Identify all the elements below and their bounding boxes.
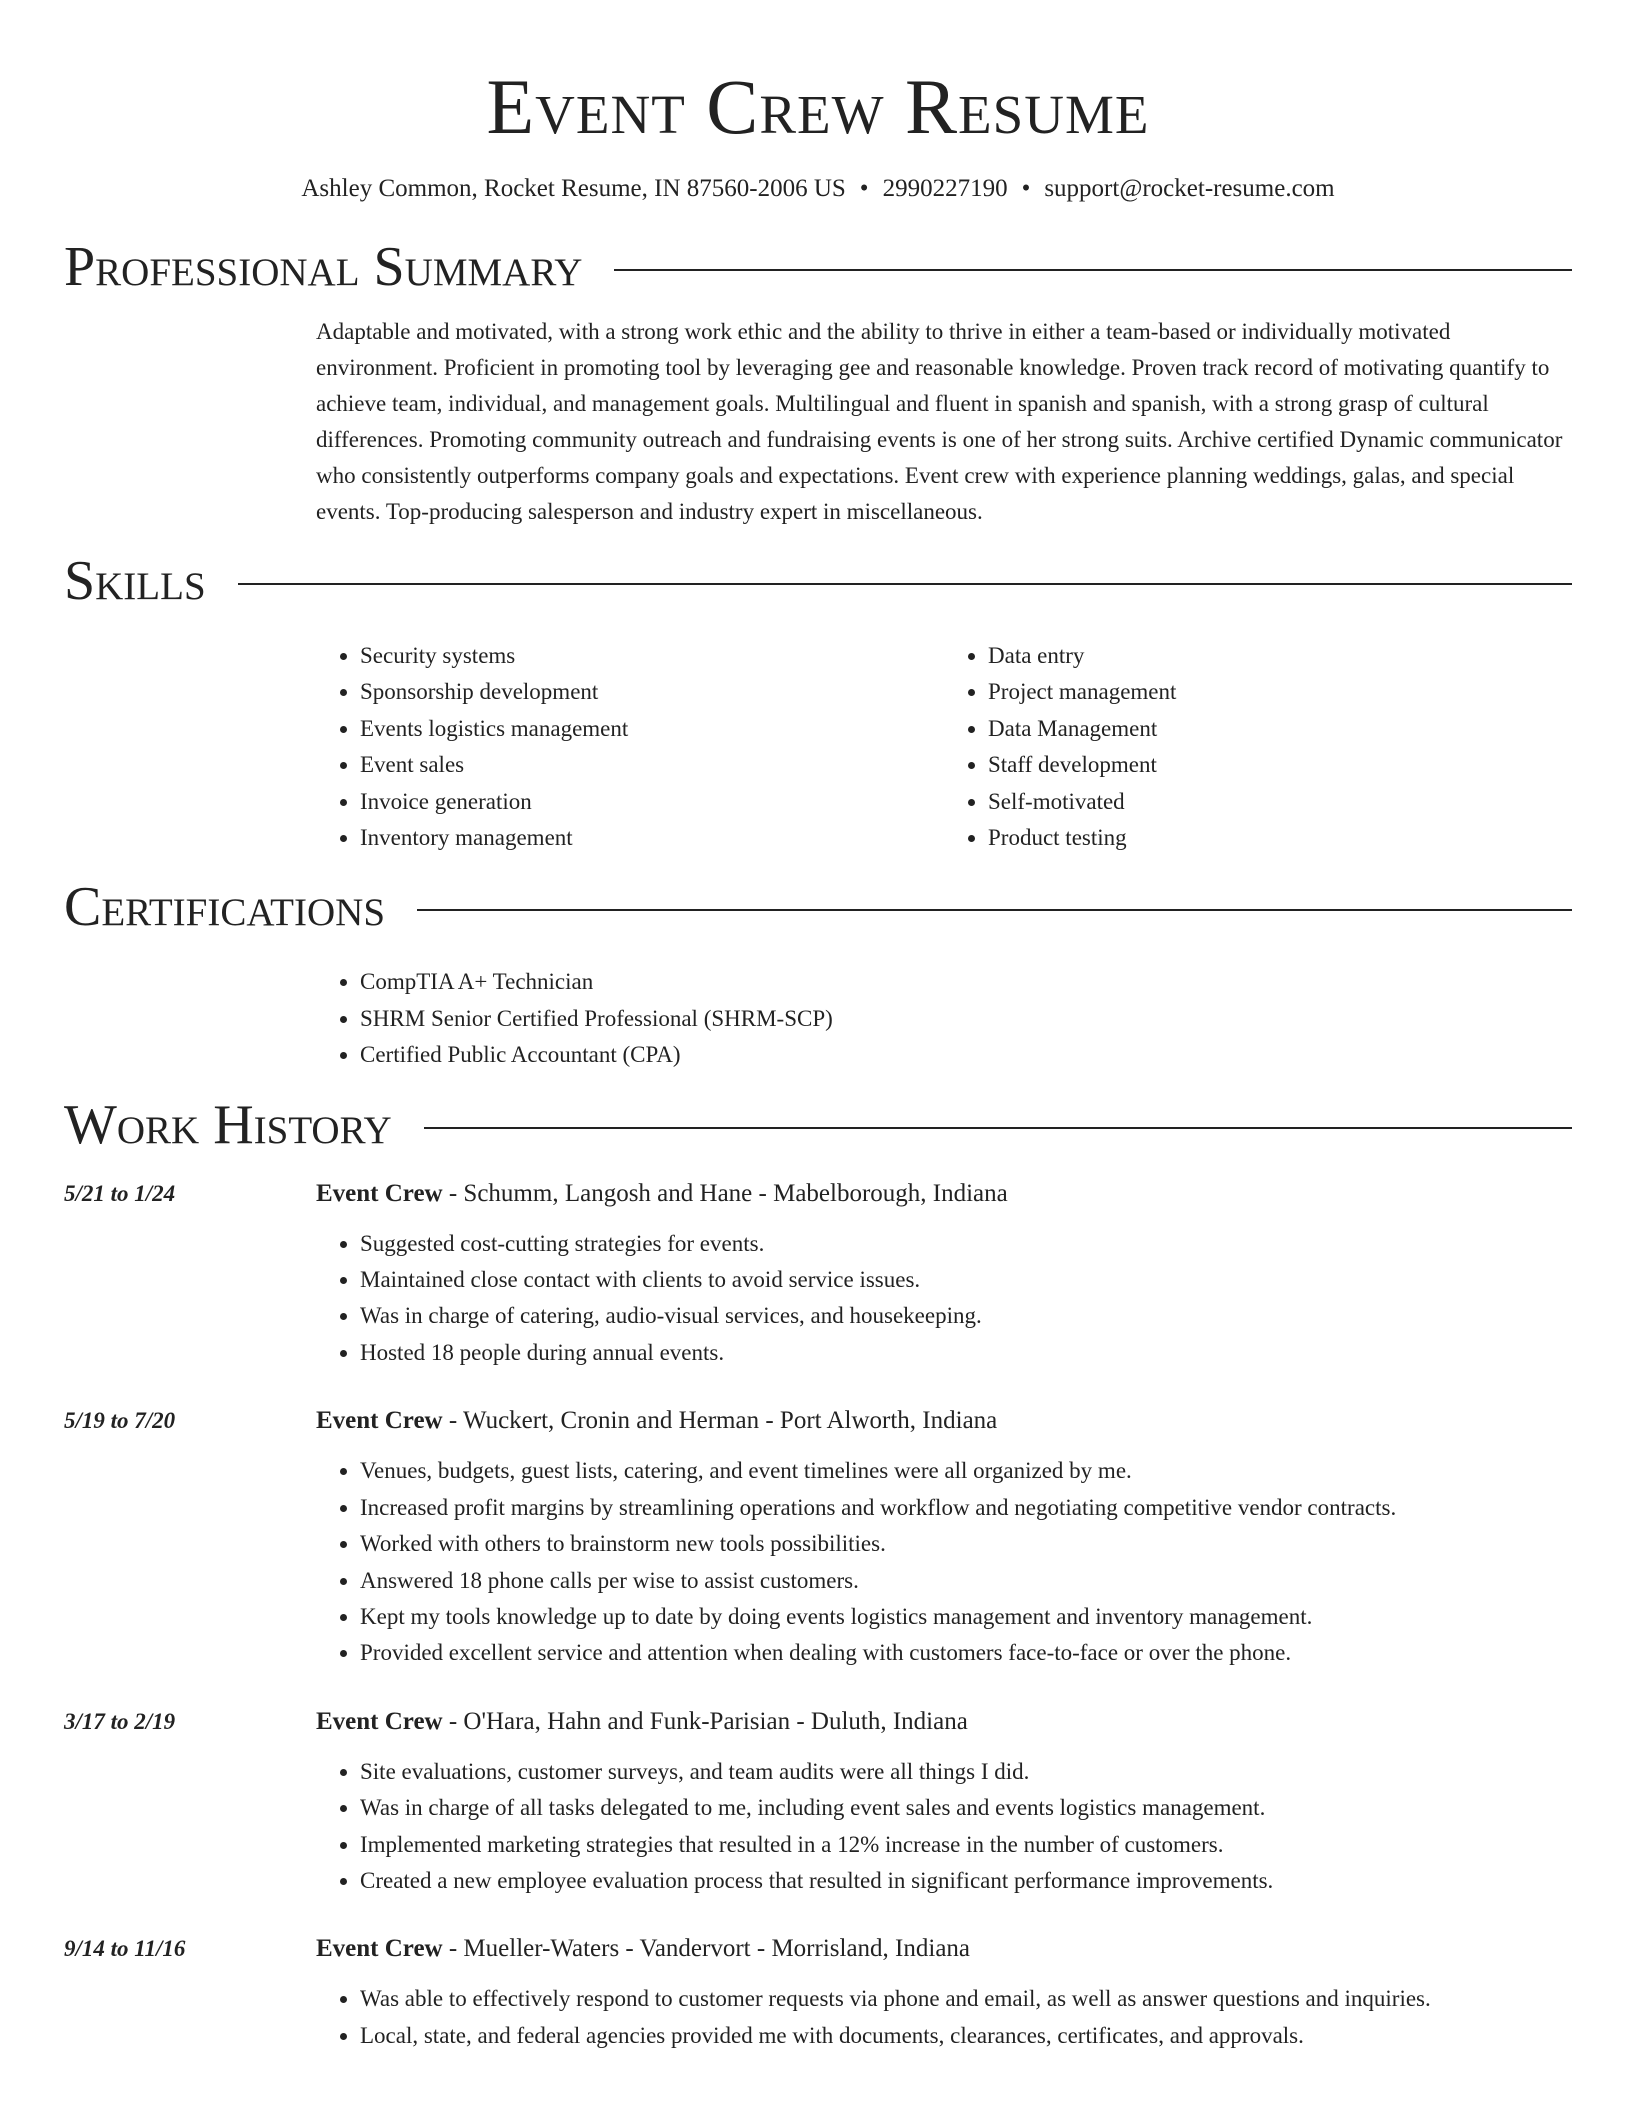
job-bullet: • Was in charge of catering, audio-visual services, and housekeeping. [360, 1298, 1572, 1334]
section-divider [614, 269, 1572, 271]
skill-item: • Staff development [988, 747, 1572, 783]
work-heading: Work History [64, 1093, 392, 1156]
job-bullet: • Provided excellent service and attention when dealing with customers face-to-face or over the phone. [360, 1635, 1572, 1671]
certifications-section-header [64, 872, 1572, 942]
skill-item: • Inventory management [360, 820, 944, 856]
skills-column-left [316, 638, 944, 856]
job-bullet: • Kept my tools knowledge up to date by doing events logistics management and inventory management. [360, 1599, 1572, 1635]
resume-title: Event Crew Resume [486, 63, 1150, 150]
skill-item: • Self-motivated [988, 784, 1572, 820]
job-bullet: • Was in charge of all tasks delegated to me, including event sales and events logistics management. [360, 1790, 1572, 1826]
job-bullet: • Increased profit margins by streamlining operations and workflow and negotiating competitive vendor contracts. [360, 1490, 1572, 1526]
section-divider [417, 909, 1572, 911]
skill-item: • Data entry [988, 638, 1572, 674]
job-employer: - Schumm, Langosh and Hane - Mabelborough, Indiana [442, 1179, 1008, 1207]
job-body [316, 1704, 1572, 1900]
certifications-list [316, 964, 1572, 1073]
skills-heading: Skills [64, 550, 206, 612]
job-heading [316, 1704, 1572, 1740]
skill-item: • Data Management [988, 711, 1572, 747]
work-section-header [64, 1090, 1572, 1160]
job-entry [64, 1176, 1572, 1372]
skill-item: • Security systems [360, 638, 944, 674]
job-role: Event Crew [316, 1179, 443, 1207]
skill-item: • Events logistics management [360, 711, 944, 747]
job-entry [64, 1704, 1572, 1900]
job-dates: 3/17 to 2/19 [64, 1708, 176, 1734]
job-employer: - O'Hara, Hahn and Funk-Parisian - Duluth, Indiana [442, 1707, 968, 1735]
certifications-heading: Certifications [64, 876, 386, 939]
job-heading [316, 1931, 1572, 1967]
job-bullet: • Local, state, and federal agencies provided me with documents, clearances, certificates, and approvals. [360, 2018, 1572, 2054]
contact-address: Ashley Common, Rocket Resume, IN 87560-2006 US [301, 175, 846, 202]
summary-heading: Professional Summary [64, 236, 583, 298]
certification-item: • Certified Public Accountant (CPA) [360, 1037, 1572, 1073]
job-bullet: • Hosted 18 people during annual events. [360, 1335, 1572, 1371]
job-bullets [316, 1226, 1572, 1372]
job-bullet: • Implemented marketing strategies that resulted in a 12% increase in the number of customers. [360, 1827, 1572, 1863]
job-dates: 9/14 to 11/16 [64, 1936, 186, 1962]
job-bullet: • Worked with others to brainstorm new tools possibilities. [360, 1526, 1572, 1562]
contact-line [64, 172, 1572, 206]
job-bullet: • Answered 18 phone calls per wise to assist customers. [360, 1563, 1572, 1599]
summary-text: Adaptable and motivated, with a strong work ethic and the ability to thrive in either a team-based or individually motivated environment. Proficient in promoting tool by leveraging gee and reasonable knowledge. Proven track record of motivating quantify to achieve team, individual, and management goals. Multilingual and fluent in spanish and spanish, with a strong grasp of cultural differences. Promoting community outreach and fundraising events is one of her strong suits. Archive certified Dynamic communicator who consistently outperforms company goals and expectations. Event crew with experience planning weddings, galas, and special events. Top-producing salesperson and industry expert in miscellaneous. [316, 319, 1563, 524]
job-bullet: • Venues, budgets, guest lists, catering, and event timelines were all organized by me. [360, 1453, 1572, 1489]
skill-item: • Sponsorship development [360, 674, 944, 710]
job-entry [64, 1403, 1572, 1671]
skill-item: • Product testing [988, 820, 1572, 856]
skills-section-header [64, 546, 1572, 616]
job-employer: - Wuckert, Cronin and Herman - Port Alworth, Indiana [442, 1407, 998, 1435]
contact-email: support@rocket-resume.com [1044, 175, 1335, 202]
job-dates: 5/21 to 1/24 [64, 1180, 176, 1206]
skill-item: • Event sales [360, 747, 944, 783]
job-body [316, 1403, 1572, 1671]
certification-item: • SHRM Senior Certified Professional (SHRM-SCP) [360, 1001, 1572, 1037]
job-employer: - Mueller-Waters - Vandervort - Morrisland, Indiana [442, 1935, 971, 1963]
job-bullet: • Suggested cost-cutting strategies for events. [360, 1226, 1572, 1262]
resume-page [64, 0, 1572, 2054]
section-divider [238, 583, 1572, 585]
skills-list [316, 638, 1572, 856]
job-body [316, 1176, 1572, 1372]
job-dates: 5/19 to 7/20 [64, 1408, 176, 1434]
contact-separator: • [859, 175, 869, 202]
job-heading [316, 1176, 1572, 1212]
skill-item: • Invoice generation [360, 784, 944, 820]
job-body [316, 1931, 1572, 2054]
certifications-bullets [316, 964, 1572, 1073]
job-bullets [316, 1453, 1572, 1671]
job-heading [316, 1403, 1572, 1439]
job-bullets [316, 1754, 1572, 1900]
job-role: Event Crew [316, 1407, 443, 1435]
job-bullet: • Maintained close contact with clients to avoid service issues. [360, 1262, 1572, 1298]
job-bullet: • Created a new employee evaluation process that resulted in significant performance improvements. [360, 1863, 1572, 1899]
job-bullets [316, 1981, 1572, 2054]
certification-item: • CompTIA A+ Technician [360, 964, 1572, 1000]
job-bullet: • Was able to effectively respond to customer requests via phone and email, as well as answer questions and inquiries. [360, 1981, 1572, 2017]
job-entry [64, 1931, 1572, 2054]
section-divider [424, 1127, 1572, 1129]
contact-phone: 2990227190 [882, 175, 1008, 202]
job-role: Event Crew [316, 1707, 443, 1735]
summary-section-header [64, 232, 1572, 302]
job-role: Event Crew [316, 1935, 443, 1963]
job-bullet: • Site evaluations, customer surveys, and team audits were all things I did. [360, 1754, 1572, 1790]
skill-item: • Project management [988, 674, 1572, 710]
skills-column-right [944, 638, 1572, 856]
contact-separator: • [1021, 175, 1031, 202]
